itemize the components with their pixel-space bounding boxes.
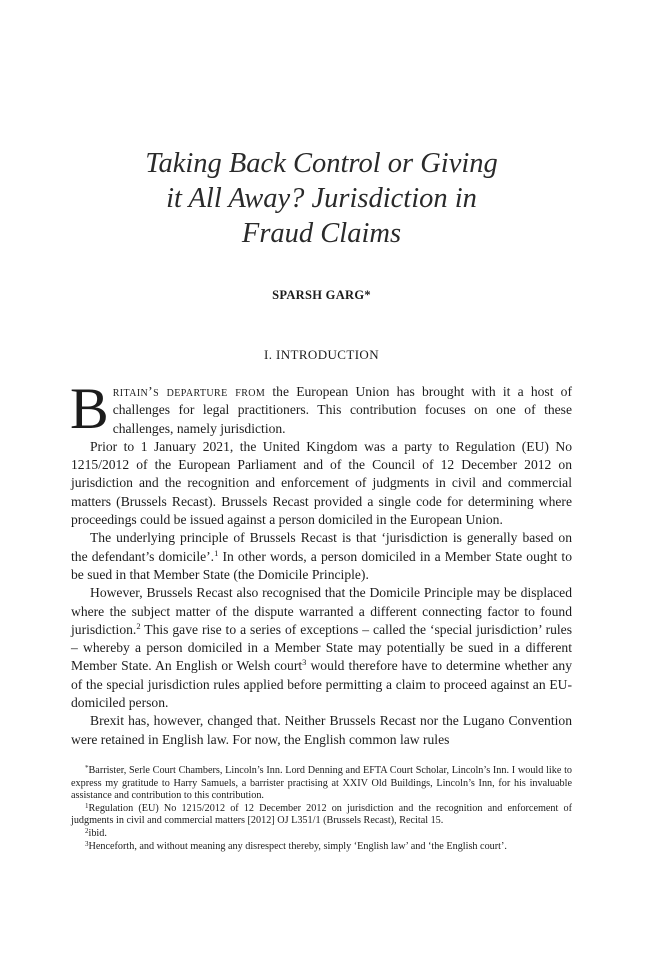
paragraph-text: would therefore have to determine whether any of the special jurisdiction rules applied before permitting a claim to proceed against an EU-domiciled person.: [71, 658, 572, 711]
footnote: [71, 828, 572, 841]
footnote: [71, 803, 572, 828]
chapter-title: [71, 0, 572, 251]
footnote-mark: 2: [85, 826, 89, 835]
title-line: Fraud Claims: [241, 218, 402, 249]
section-heading: I. INTRODUCTION: [263, 347, 380, 362]
footnote-ref[interactable]: 2: [136, 620, 141, 631]
footnote-text: ibid.: [88, 827, 107, 839]
paragraph-text: The underlying principle of Brussels Recast is that ‘jurisdiction is generally based on the defendant’s domicile’.: [71, 530, 572, 564]
paragraph: Brexit has, however, changed that. Neither Brussels Recast nor the Lugano Convention were retained in English law. For now, the English common law rules: [71, 713, 572, 747]
paragraph-text: the European Union has brought with it a host of challenges for legal practitioners. This contribution focuses on one of these challenges, namely jurisdiction.: [112, 384, 573, 436]
footnote-text: Regulation (EU) No 1215/2012 of 12 December 2012 on jurisdiction and the recognition and enforcement of judgments in civil and commercial matters [2012] OJ L351/1 (Brussels Recast), Recital 15.: [71, 802, 572, 827]
paragraph-text: In other words, a person domiciled in a Member State ought to be sued in that Member State (the Domicile Principle).: [71, 548, 572, 582]
footnote: [71, 841, 572, 854]
footnote-mark: 3: [85, 839, 89, 848]
footnote-mark: 1: [85, 801, 89, 810]
drop-cap: B: [70, 376, 109, 441]
footnote-ref[interactable]: 3: [302, 657, 307, 668]
footnote-text: Henceforth, and without meaning any disrespect thereby, simply ‘English law’ and ‘the English court’.: [88, 840, 507, 852]
title-line: it All Away? Jurisdiction in: [166, 183, 477, 214]
author-name: SPARSH GARG*: [272, 288, 371, 302]
paragraph: [70, 376, 573, 441]
paragraph: Prior to 1 January 2021, the United Kingdom was a party to Regulation (EU) No 1215/2012 of the European Parliament and of the Council of 12 December 2012 on jurisdiction and the recognition and enforcement of judgments in civil and commercial matters (Brussels Recast). Brussels Recast provided a single code for determining where proceedings could be issued against a person domiciled in the European Union.: [71, 438, 572, 528]
footnotes: [71, 765, 572, 853]
footnote-ref[interactable]: 1: [214, 547, 219, 558]
footnote: [71, 765, 572, 803]
paragraph: [71, 529, 572, 584]
paragraph: [71, 584, 572, 712]
title-line: Taking Back Control or Giving: [145, 148, 498, 179]
footnote-mark: *: [85, 763, 89, 772]
small-caps-lead: ritain’s departure from: [112, 384, 266, 399]
paragraph-text: However, Brussels Recast also recognised that the Domicile Principle may be displaced where the subject matter of the dispute warranted a different connecting factor to found jurisdiction.: [71, 585, 572, 637]
footnote-text: Barrister, Serle Court Chambers, Lincoln’s Inn. Lord Denning and EFTA Court Scholar, Lincoln’s Inn. I would like to express my gratitude to Harry Samuels, a barrister practising at XXIV Old Buildings, Lincoln’s Inn, for his invaluable assistance and contribution to this contribution.: [71, 764, 572, 802]
body-text: [70, 376, 573, 749]
paragraph-text: This gave rise to a series of exceptions – called the ‘special jurisdiction’ rules – whereby a person domiciled in a Member State may potentially be sued in a different Member State. An English or Welsh court: [71, 621, 572, 674]
